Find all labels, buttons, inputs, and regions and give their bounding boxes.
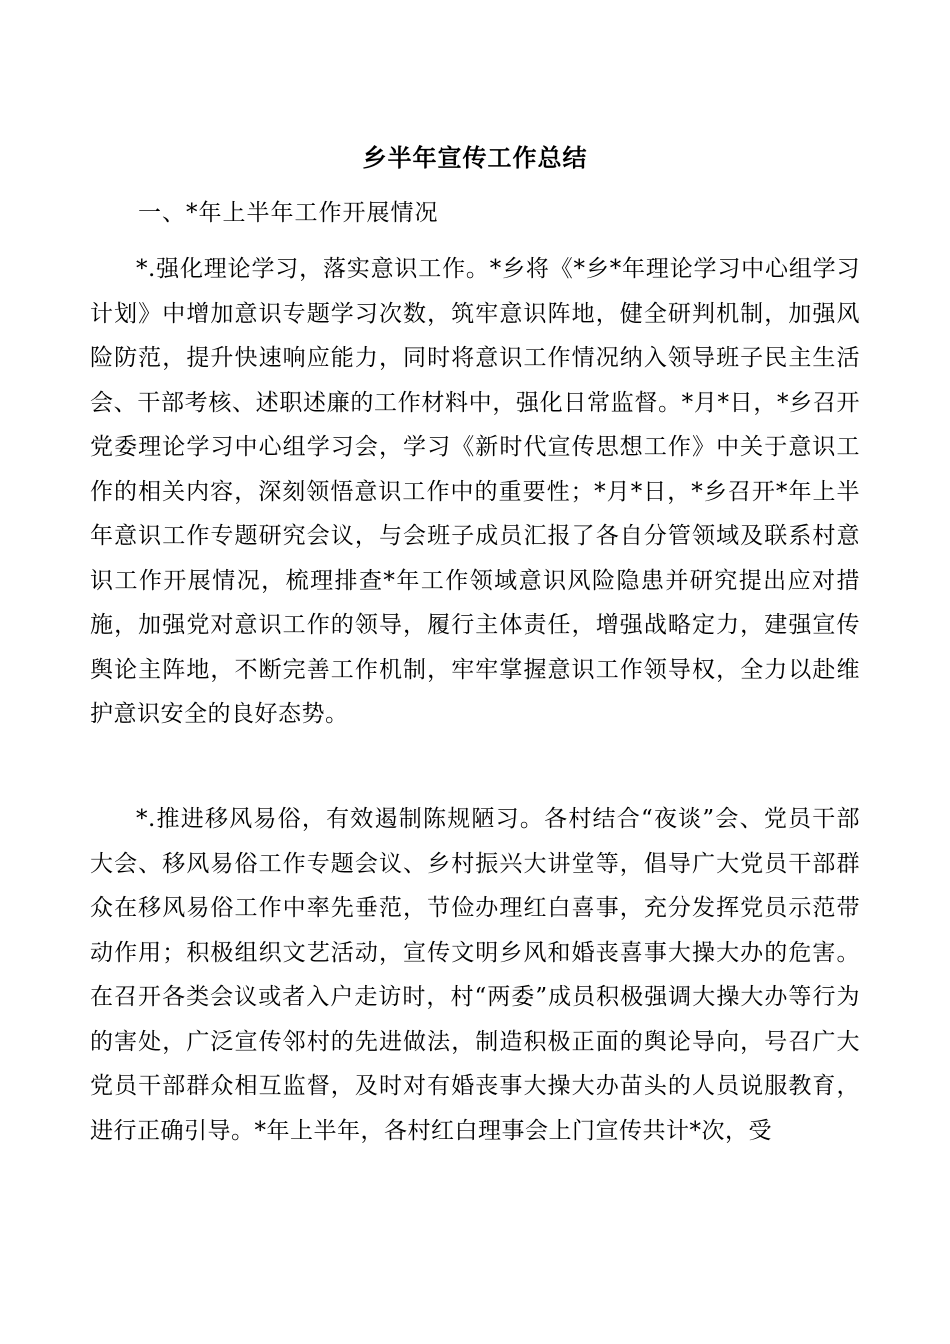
section-heading: 一、*年上半年工作开展情况 — [138, 200, 439, 226]
body-paragraph: *.推进移风易俗，有效遏制陈规陋习。各村结合“夜谈”会、党员干部大会、移风易俗工作专题会议、乡村振兴大讲堂等，倡导广大党员干部群众在移风易俗工作中率先垂范，节俭办理红白喜事，充分发挥党员示范带动作用；积极组织文艺活动，宣传文明乡风和婚丧喜事大操大办的危害。在召开各类会议或者入户走访时，村“两委”成员积极强调大操大办等行为的害处，广泛宣传邻村的先进做法，制造积极正面的舆论导向，号召广大党员干部群众相互监督，及时对有婚丧事大操大办苗头的人员说服教育，进行正确引导。*年上半年，各村红白理事会上门宣传共计*次，受 — [90, 806, 860, 1144]
body-paragraph: *.强化理论学习，落实意识工作。*乡将《*乡*年理论学习中心组学习计划》中增加意识专题学习次数，筑牢意识阵地，健全研判机制，加强风险防范，提升快速响应能力，同时将意识工作情况纳入领导班子民主生活会、干部考核、述职述廉的工作材料中，强化日常监督。*月*日，*乡召开党委理论学习中心组学习会，学习《新时代宣传思想工作》中关于意识工作的相关内容，深刻领悟意识工作中的重要性；*月*日，*乡召开*年上半年意识工作专题研究会议，与会班子成员汇报了各自分管领域及联系村意识工作开展情况，梳理排查*年工作领域意识风险隐患并研究提出应对措施，加强党对意识工作的领导，履行主体责任，增强战略定力，建强宣传舆论主阵地，不断完善工作机制，牢牢掌握意识工作领导权，全力以赴维护意识安全的良好态势。 — [90, 256, 860, 727]
document-title: 乡半年宣传工作总结 — [362, 144, 588, 172]
